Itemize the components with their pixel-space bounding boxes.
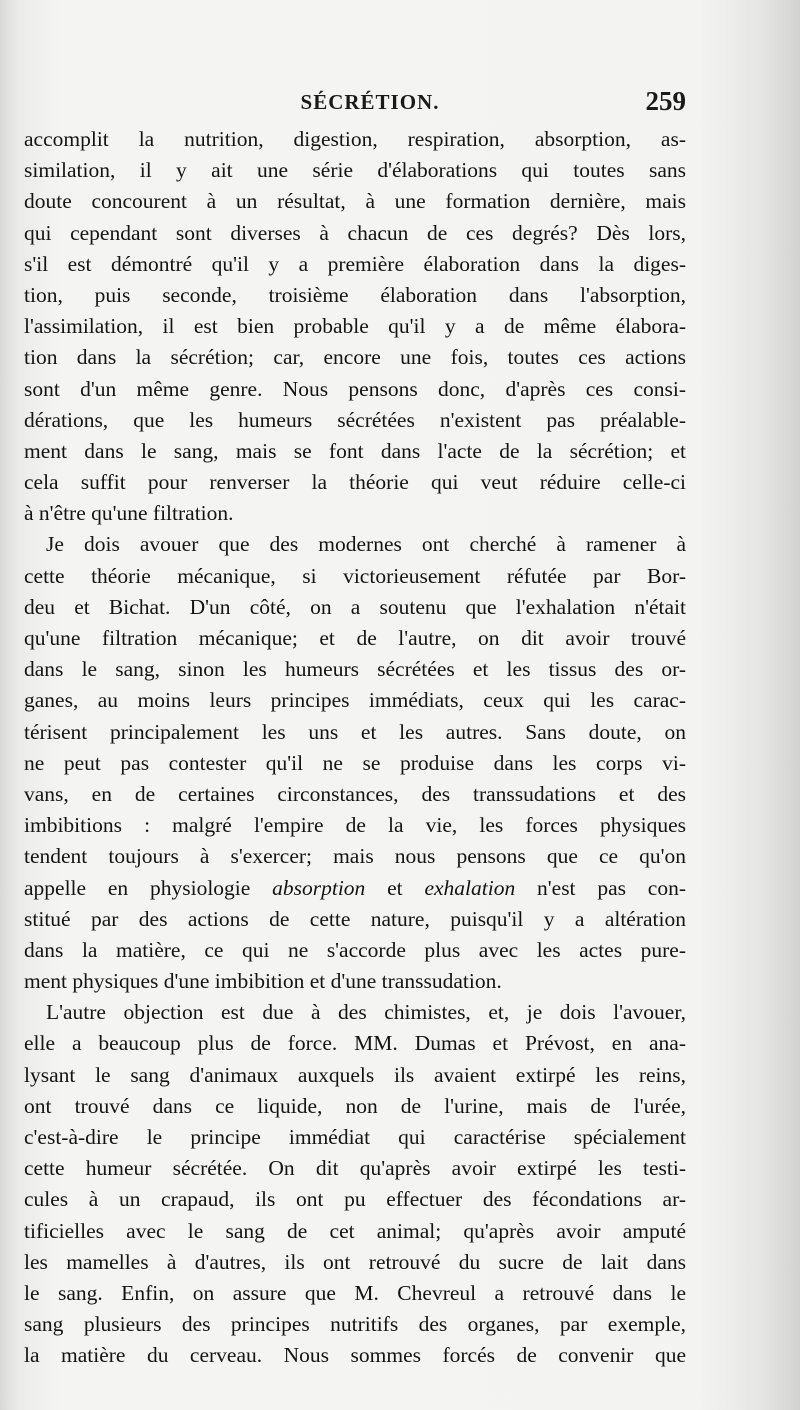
text-line: deu et Bichat. D'un côté, on a soutenu que l'exhalation n'était — [24, 594, 686, 619]
paragraph — [24, 124, 686, 529]
text-line: dérations, que les humeurs sécrétées n'existent pas préalable- — [24, 407, 686, 432]
text-line: vans, en de certaines circonstances, des transsudations et des — [24, 781, 686, 806]
paragraph — [24, 529, 686, 997]
body-text — [24, 124, 686, 1372]
text-line: tion, puis seconde, troisième élaboration dans l'absorption, — [24, 282, 686, 307]
text-line: qu'une filtration mécanique; et de l'autre, on dit avoir trouvé — [24, 626, 686, 650]
text-line: cette humeur sécrétée. On dit qu'après avoir extirpé les testi- — [24, 1156, 686, 1181]
text-line: la matière du cerveau. Nous sommes forcés de convenir que — [24, 1343, 686, 1368]
text-line: ganes, au moins leurs principes immédiats, ceux qui les carac- — [24, 688, 686, 713]
text-line: c'est-à-dire le principe immédiat qui caractérise spécialement — [24, 1125, 686, 1149]
text-line: imbibitions : malgré l'empire de la vie, les forces physiques — [24, 813, 686, 838]
text-line: similation, il y ait une série d'élaborations qui toutes sans — [24, 158, 686, 183]
text-line: tion dans la sécrétion; car, encore une fois, toutes ces actions — [24, 345, 686, 370]
text-line: ment dans le sang, mais se font dans l'acte de la sécrétion; et — [24, 438, 686, 463]
text-line: sang plusieurs des principes nutritifs des organes, par exemple, — [24, 1312, 686, 1337]
text-line: accomplit la nutrition, digestion, respiration, absorption, as- — [24, 127, 686, 151]
page-header — [24, 86, 686, 122]
paragraph — [24, 997, 686, 1371]
text-line: Je dois avouer que des modernes ont cherché à ramener à — [46, 532, 686, 557]
running-head: SÉCRÉTION. — [300, 90, 440, 114]
text-line: qui cependant sont diverses à chacun de ces degrés? Dès lors, — [24, 220, 686, 245]
text-line: dans la matière, ce qui ne s'accorde plus avec les actes pure- — [24, 937, 686, 962]
text-line: sont d'un même genre. Nous pensons donc, d'après ces consi- — [24, 376, 686, 401]
text-line: cette théorie mécanique, si victorieusement réfutée par Bor- — [24, 563, 686, 588]
italic-term: exhalation — [424, 875, 516, 900]
italic-term: absorption — [272, 875, 366, 900]
text-line: s'il est démontré qu'il y a première élaboration dans la diges- — [24, 251, 686, 276]
text-line: à n'être qu'une filtration. — [24, 501, 234, 526]
text-line: ment physiques d'une imbibition et d'une transsudation. — [24, 969, 502, 994]
text-line: doute concourent à un résultat, à une formation dernière, mais — [24, 189, 686, 214]
text-line: le sang. Enfin, on assure que M. Chevreul a retrouvé dans le — [24, 1280, 686, 1305]
text-line: cules à un crapaud, ils ont pu effectuer des fécondations ar- — [24, 1187, 686, 1212]
page-number: 259 — [645, 86, 686, 116]
text-line: tificielles avec le sang de cet animal; qu'après avoir amputé — [24, 1218, 686, 1243]
text-line: elle a beaucoup plus de force. MM. Dumas et Prévost, en ana- — [24, 1031, 686, 1056]
text-line: tendent toujours à s'exercer; mais nous pensons que ce qu'on — [24, 844, 686, 869]
text-line: ont trouvé dans ce liquide, non de l'urine, mais de l'urée, — [24, 1093, 686, 1118]
text-line: stitué par des actions de cette nature, puisqu'il y a altération — [24, 906, 686, 931]
text-line: les mamelles à d'autres, ils ont retrouvé du sucre de lait dans — [24, 1249, 686, 1274]
text-line: lysant le sang d'animaux auxquels ils avaient extirpé les reins, — [24, 1062, 686, 1087]
text-line: térisent principalement les uns et les autres. Sans doute, on — [24, 719, 686, 744]
text-line: L'autre objection est due à des chimistes, et, je dois l'avouer, — [46, 1000, 686, 1025]
text-line: ne peut pas contester qu'il ne se produise dans les corps vi- — [24, 750, 686, 775]
text-line: l'assimilation, il est bien probable qu'il y a de même élabora- — [24, 314, 686, 339]
text-line: cela suffit pour renverser la théorie qui veut réduire celle-ci — [24, 470, 686, 495]
text-line: appelle en physiologie absorption et exhalation n'est pas con- — [24, 875, 686, 900]
text-line: dans le sang, sinon les humeurs sécrétées et les tissus des or- — [24, 657, 686, 682]
